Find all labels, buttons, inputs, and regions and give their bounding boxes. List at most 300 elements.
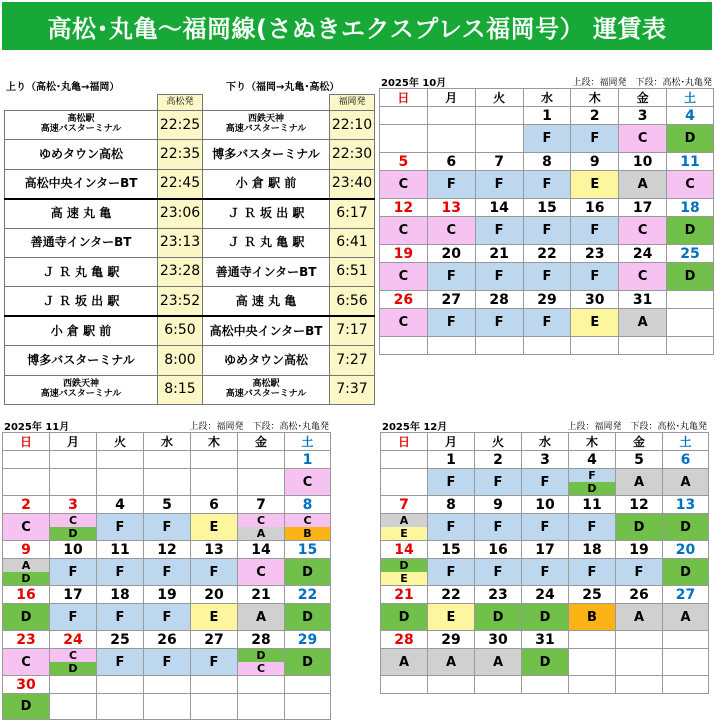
blank-row <box>381 676 709 694</box>
down-stop-name: 小 倉 駅 前 <box>203 169 330 198</box>
down-stop-name: 西鉄天神 高速バスターミナル <box>203 111 330 140</box>
fare-cell <box>663 649 709 676</box>
weekday-header: 土 <box>663 433 709 451</box>
date-cell: 16 <box>571 199 619 217</box>
fare-cell: F <box>523 263 571 291</box>
date-cell <box>663 631 709 649</box>
date-cell: 27 <box>191 631 238 649</box>
date-cell <box>97 451 144 469</box>
date-cell: 12 <box>144 541 191 559</box>
calendar-month-label: 2025年 12月 <box>382 422 448 433</box>
fare-cell-split <box>3 559 50 586</box>
down-departure-time: 6:17 <box>330 199 375 228</box>
fare-cell <box>191 469 238 496</box>
weekday-header: 火 <box>475 433 522 451</box>
date-cell: 10 <box>522 496 569 514</box>
fare-upper: C <box>285 514 330 527</box>
fare-cell: A <box>238 604 285 631</box>
date-cell: 10 <box>50 541 97 559</box>
blank-cell <box>428 676 475 694</box>
fare-lower: E <box>381 527 427 540</box>
timetable-row <box>5 287 375 316</box>
fare-cell: D <box>522 649 569 676</box>
fare-cell: C <box>380 309 428 337</box>
fare-row <box>3 604 331 631</box>
date-cell: 22 <box>523 245 571 263</box>
date-cell: 28 <box>238 631 285 649</box>
weekday-row <box>380 89 714 107</box>
fare-cell <box>285 694 331 720</box>
up-departure-time: 6:50 <box>158 316 203 345</box>
date-cell: 5 <box>616 451 663 469</box>
fare-cell: F <box>191 559 238 586</box>
fare-cell: C <box>380 263 428 291</box>
date-cell: 23 <box>3 631 50 649</box>
weekday-header: 木 <box>191 433 238 451</box>
fare-cell <box>191 694 238 720</box>
date-cell <box>97 676 144 694</box>
weekday-header: 木 <box>571 89 619 107</box>
fare-cell: C <box>667 171 714 199</box>
up-departure-label: 高松発 <box>158 95 203 111</box>
date-cell: 29 <box>285 631 331 649</box>
weekday-header: 月 <box>50 433 97 451</box>
weekday-header: 日 <box>381 433 428 451</box>
up-departure-time: 8:00 <box>158 346 203 375</box>
fare-lower: A <box>238 527 284 540</box>
fare-cell: A <box>663 604 709 631</box>
date-cell: 23 <box>571 245 619 263</box>
date-cell: 28 <box>475 291 523 309</box>
blank-cell <box>381 676 428 694</box>
calendar-october <box>379 74 714 355</box>
fare-cell <box>667 309 714 337</box>
up-departure-time: 23:13 <box>158 228 203 257</box>
blank-cell <box>380 337 428 355</box>
fare-row <box>380 171 714 199</box>
timetable-row <box>5 169 375 198</box>
fare-row <box>381 649 709 676</box>
calendar-month-label: 2025年 10月 <box>381 78 447 89</box>
fare-row <box>3 469 331 496</box>
date-cell: 13 <box>427 199 475 217</box>
fare-row <box>3 559 331 586</box>
fare-lower: D <box>3 572 49 585</box>
date-row <box>3 541 331 559</box>
fare-cell: A <box>616 469 663 496</box>
date-cell: 20 <box>427 245 475 263</box>
calendar-fare-note: 上段：福岡発 下段：高松･丸亀発 <box>572 78 712 88</box>
calendar-month-label: 2025年 11月 <box>4 422 70 433</box>
weekday-header: 土 <box>285 433 331 451</box>
fare-cell: D <box>285 559 331 586</box>
blank-cell <box>522 676 569 694</box>
date-cell <box>50 451 97 469</box>
date-cell <box>285 676 331 694</box>
date-cell: 25 <box>569 586 616 604</box>
date-cell: 17 <box>619 199 667 217</box>
fare-row <box>381 604 709 631</box>
timetable-row <box>5 316 375 345</box>
page-title: 高松･丸亀～福岡線(さぬきエクスプレス福岡号） 運賃表 <box>2 2 712 50</box>
fare-cell: F <box>569 559 616 586</box>
date-cell: 20 <box>663 541 709 559</box>
fare-cell: F <box>571 217 619 245</box>
fare-cell: A <box>619 171 667 199</box>
blank-cell <box>523 337 571 355</box>
fare-row <box>3 514 331 541</box>
date-cell: 16 <box>475 541 522 559</box>
fare-cell: F <box>475 263 523 291</box>
calendar-fare-note: 上段：福岡発 下段：高松･丸亀発 <box>189 422 329 432</box>
fare-cell: D <box>663 559 709 586</box>
fare-row <box>381 559 709 586</box>
fare-row <box>381 469 709 496</box>
date-cell: 1 <box>285 451 331 469</box>
timetable-row <box>5 346 375 375</box>
blank-cell <box>616 676 663 694</box>
date-row <box>3 586 331 604</box>
fare-row <box>3 694 331 720</box>
fare-cell: F <box>569 514 616 541</box>
timetable-row <box>5 257 375 286</box>
down-stop-name: Ｊ Ｒ 丸 亀 駅 <box>203 228 330 257</box>
date-cell: 2 <box>475 451 522 469</box>
date-cell: 3 <box>50 496 97 514</box>
date-cell: 12 <box>616 496 663 514</box>
date-cell: 8 <box>428 496 475 514</box>
fare-cell: F <box>475 309 523 337</box>
fare-cell: F <box>616 559 663 586</box>
fare-cell: D <box>3 694 50 720</box>
fare-cell: F <box>523 171 571 199</box>
calendar-december <box>380 418 709 694</box>
weekday-header: 月 <box>428 433 475 451</box>
blank-cell <box>667 337 714 355</box>
up-stop-name: 善通寺インターBT <box>5 228 158 257</box>
date-cell: 15 <box>428 541 475 559</box>
date-cell <box>238 676 285 694</box>
fare-cell <box>50 469 97 496</box>
date-cell: 28 <box>381 631 428 649</box>
fare-cell: F <box>475 171 523 199</box>
fare-cell: F <box>97 514 144 541</box>
date-cell: 18 <box>569 541 616 559</box>
date-cell: 8 <box>523 153 571 171</box>
date-cell <box>427 107 475 125</box>
date-row <box>380 153 714 171</box>
fare-cell: A <box>619 309 667 337</box>
up-departure-time: 23:28 <box>158 257 203 286</box>
fare-cell: F <box>428 469 475 496</box>
fare-cell: F <box>523 309 571 337</box>
fare-cell: E <box>191 604 238 631</box>
up-departure-time: 22:35 <box>158 140 203 169</box>
date-cell: 1 <box>523 107 571 125</box>
up-departure-time: 8:15 <box>158 375 203 404</box>
fare-cell: F <box>97 559 144 586</box>
down-stop-name: 博多バスターミナル <box>203 140 330 169</box>
down-departure-time: 6:51 <box>330 257 375 286</box>
fare-cell: F <box>523 125 571 153</box>
date-cell: 18 <box>667 199 714 217</box>
weekday-header: 日 <box>380 89 428 107</box>
fare-cell: D <box>667 263 714 291</box>
fare-cell: F <box>428 559 475 586</box>
timetable-table <box>4 94 375 405</box>
fare-lower: D <box>50 662 96 675</box>
up-departure-time: 22:25 <box>158 111 203 140</box>
fare-cell: F <box>144 649 191 676</box>
calendar-fare-note: 上段：福岡発 下段：高松･丸亀発 <box>567 422 707 432</box>
fare-row <box>380 309 714 337</box>
fare-cell: F <box>475 559 522 586</box>
fare-row <box>3 649 331 676</box>
calendar-header <box>380 418 709 432</box>
date-cell <box>191 676 238 694</box>
date-cell: 7 <box>475 153 523 171</box>
date-cell: 27 <box>427 291 475 309</box>
weekday-header: 水 <box>144 433 191 451</box>
date-cell <box>144 676 191 694</box>
date-cell: 22 <box>285 586 331 604</box>
date-cell: 2 <box>571 107 619 125</box>
blank-cell <box>619 337 667 355</box>
timetable-header <box>4 74 374 94</box>
date-cell: 9 <box>3 541 50 559</box>
date-row <box>381 451 709 469</box>
date-cell: 31 <box>522 631 569 649</box>
fare-cell: E <box>191 514 238 541</box>
weekday-header: 火 <box>97 433 144 451</box>
date-cell: 12 <box>380 199 428 217</box>
date-cell: 21 <box>238 586 285 604</box>
fare-cell: C <box>238 559 285 586</box>
date-cell: 19 <box>380 245 428 263</box>
fare-cell-split <box>50 649 97 676</box>
date-cell: 29 <box>428 631 475 649</box>
fare-row <box>380 263 714 291</box>
date-cell: 5 <box>144 496 191 514</box>
fare-cell: C <box>427 217 475 245</box>
fare-cell-split <box>381 514 428 541</box>
date-cell: 26 <box>144 631 191 649</box>
date-cell: 6 <box>427 153 475 171</box>
fare-cell: D <box>522 604 569 631</box>
down-stop-name: 高松中央インターBT <box>203 316 330 345</box>
date-cell: 1 <box>428 451 475 469</box>
date-cell: 7 <box>238 496 285 514</box>
date-row <box>380 291 714 309</box>
timetable-row <box>5 199 375 228</box>
date-cell: 26 <box>616 586 663 604</box>
date-cell: 25 <box>667 245 714 263</box>
fare-cell: D <box>663 514 709 541</box>
down-departure-time: 6:41 <box>330 228 375 257</box>
fare-cell: F <box>97 604 144 631</box>
fare-cell: A <box>428 649 475 676</box>
up-stop-name: 小 倉 駅 前 <box>5 316 158 345</box>
date-cell <box>238 451 285 469</box>
fare-cell: A <box>616 604 663 631</box>
fare-cell: D <box>667 217 714 245</box>
fare-cell <box>97 469 144 496</box>
weekday-header: 木 <box>569 433 616 451</box>
fare-cell: A <box>663 469 709 496</box>
down-departure-time: 22:30 <box>330 140 375 169</box>
down-departure-time: 6:56 <box>330 287 375 316</box>
fare-cell: F <box>144 514 191 541</box>
fare-upper: C <box>50 649 96 662</box>
blank-cell <box>475 676 522 694</box>
date-cell <box>50 676 97 694</box>
fare-cell: E <box>571 309 619 337</box>
down-stop-name: ゆめタウン高松 <box>203 346 330 375</box>
down-stop-name: Ｊ Ｒ 坂 出 駅 <box>203 199 330 228</box>
fare-cell: F <box>427 263 475 291</box>
fare-cell: D <box>475 604 522 631</box>
fare-cell: F <box>50 604 97 631</box>
date-cell: 11 <box>97 541 144 559</box>
date-cell: 15 <box>523 199 571 217</box>
date-cell: 25 <box>97 631 144 649</box>
fare-lower: C <box>238 662 284 675</box>
fare-cell: D <box>667 125 714 153</box>
date-cell: 9 <box>475 496 522 514</box>
calendar-grid <box>380 432 709 694</box>
weekday-header: 土 <box>667 89 714 107</box>
date-cell <box>667 291 714 309</box>
date-cell: 3 <box>522 451 569 469</box>
calendar-header <box>2 418 331 432</box>
date-cell: 19 <box>144 586 191 604</box>
fare-cell <box>427 125 475 153</box>
fare-cell: F <box>571 263 619 291</box>
date-cell: 30 <box>3 676 50 694</box>
fare-cell: F <box>522 559 569 586</box>
date-cell: 4 <box>97 496 144 514</box>
fare-cell: C <box>380 171 428 199</box>
date-cell: 14 <box>381 541 428 559</box>
date-cell: 8 <box>285 496 331 514</box>
fare-cell <box>3 469 50 496</box>
date-cell: 7 <box>381 496 428 514</box>
fare-cell <box>50 694 97 720</box>
date-cell: 26 <box>380 291 428 309</box>
fare-upper: C <box>50 514 96 527</box>
fare-cell-split <box>569 469 616 496</box>
fare-cell <box>475 125 523 153</box>
fare-row <box>380 217 714 245</box>
weekday-header: 水 <box>522 433 569 451</box>
fare-cell-split <box>238 514 285 541</box>
fare-cell <box>569 649 616 676</box>
down-departure-time: 7:17 <box>330 316 375 345</box>
up-stop-name: 高松駅 高速バスターミナル <box>5 111 158 140</box>
date-cell: 19 <box>616 541 663 559</box>
timetable-row <box>5 375 375 404</box>
date-cell: 29 <box>523 291 571 309</box>
fare-cell: F <box>522 514 569 541</box>
up-departure-time: 22:45 <box>158 169 203 198</box>
down-departure-time: 7:37 <box>330 375 375 404</box>
date-cell: 21 <box>475 245 523 263</box>
date-row <box>381 496 709 514</box>
fare-cell: F <box>144 559 191 586</box>
weekday-header: 金 <box>619 89 667 107</box>
fare-cell: F <box>97 649 144 676</box>
fare-cell: C <box>619 217 667 245</box>
fare-cell: C <box>3 649 50 676</box>
date-cell <box>616 631 663 649</box>
weekday-header: 金 <box>238 433 285 451</box>
blank-cell <box>571 337 619 355</box>
fare-cell: E <box>428 604 475 631</box>
fare-cell <box>616 649 663 676</box>
fare-upper: A <box>3 559 49 572</box>
down-direction-title: 下り（福岡→丸亀･高松） <box>226 82 340 93</box>
down-stop-name: 高 速 丸 亀 <box>203 287 330 316</box>
date-cell: 24 <box>50 631 97 649</box>
date-cell: 24 <box>522 586 569 604</box>
date-cell: 5 <box>380 153 428 171</box>
fare-cell <box>381 469 428 496</box>
fare-cell: F <box>191 649 238 676</box>
fare-cell: D <box>616 514 663 541</box>
down-departure-time: 22:10 <box>330 111 375 140</box>
down-departure-label: 福岡発 <box>330 95 375 111</box>
date-cell: 20 <box>191 586 238 604</box>
blank-cell <box>663 676 709 694</box>
fare-cell <box>97 694 144 720</box>
fare-cell: C <box>619 263 667 291</box>
fare-upper: D <box>381 559 427 572</box>
date-cell: 4 <box>569 451 616 469</box>
fare-lower: D <box>50 527 96 540</box>
fare-cell: F <box>427 309 475 337</box>
fare-cell: F <box>50 559 97 586</box>
fare-cell-split <box>285 514 331 541</box>
date-cell: 17 <box>522 541 569 559</box>
date-cell: 14 <box>475 199 523 217</box>
fare-cell: D <box>285 604 331 631</box>
fare-upper: F <box>569 469 615 482</box>
date-cell: 23 <box>475 586 522 604</box>
up-stop-name: ゆめタウン高松 <box>5 140 158 169</box>
date-cell <box>475 107 523 125</box>
fare-row <box>381 514 709 541</box>
fare-cell <box>144 694 191 720</box>
date-cell: 31 <box>619 291 667 309</box>
blank-cell <box>475 337 523 355</box>
fare-row <box>380 125 714 153</box>
fare-cell: F <box>523 217 571 245</box>
timetable-label-row <box>5 95 375 111</box>
fare-cell: A <box>475 649 522 676</box>
date-cell <box>380 107 428 125</box>
date-cell: 24 <box>619 245 667 263</box>
down-departure-time: 23:40 <box>330 169 375 198</box>
date-cell: 3 <box>619 107 667 125</box>
calendar-grid <box>379 88 714 355</box>
date-cell <box>191 451 238 469</box>
blank-cell <box>569 676 616 694</box>
date-cell: 13 <box>663 496 709 514</box>
weekday-header: 火 <box>475 89 523 107</box>
date-cell <box>569 631 616 649</box>
down-stop-name: 善通寺インターBT <box>203 257 330 286</box>
date-cell: 11 <box>569 496 616 514</box>
